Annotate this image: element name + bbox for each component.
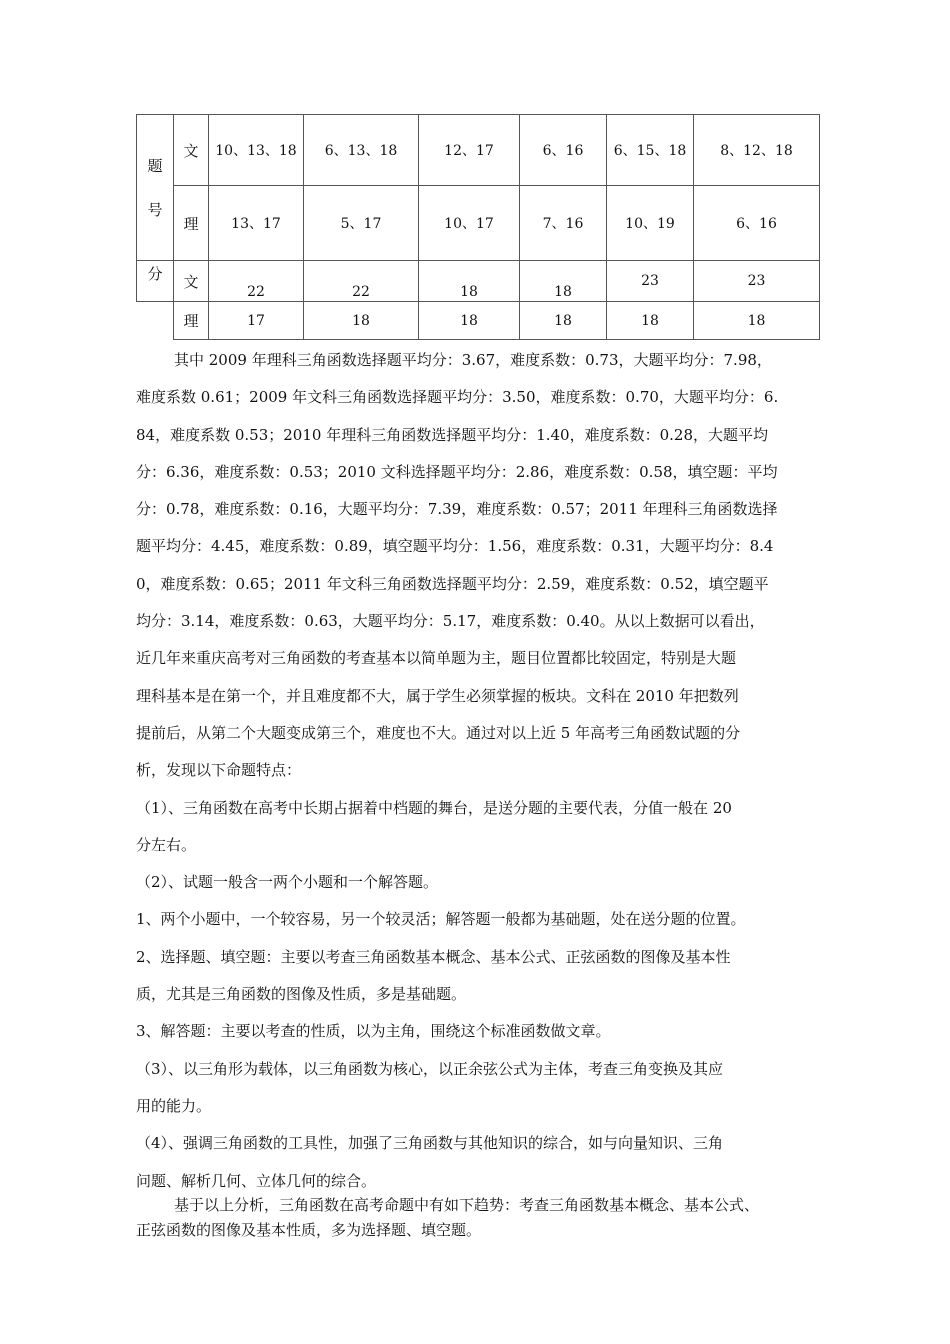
score-header: 分 (137, 261, 174, 302)
text-line: 均分：3.14，难度系数：0.63，大题平均分：5.17，难度系数：0.40。从以上数据可以看出， (136, 612, 765, 631)
question-number-header: 题 号 (137, 115, 174, 261)
table-cell: 6、13、18 (304, 115, 419, 186)
table-row (137, 115, 820, 186)
table-cell: 18 (419, 261, 520, 302)
analysis-text (136, 342, 824, 1200)
text-line: 析，发现以下命题特点： (136, 761, 302, 780)
text-line: 分左右。 (136, 835, 197, 854)
table-cell: 23 (607, 261, 694, 302)
table-cell: 10、17 (419, 186, 520, 261)
text-line: 质，尤其是三角函数的图像及性质，多是基础题。 (136, 985, 467, 1004)
table-cell: 17 (209, 302, 304, 340)
wen-label: 文 (174, 115, 209, 186)
text-line: 基于以上分析，三角函数在高考命题中有如下趋势：考查三角函数基本概念、基本公式、 (174, 1196, 760, 1214)
table-cell: 12、17 (419, 115, 520, 186)
table-cell: 18 (419, 302, 520, 340)
text-line: 理科基本是在第一个，并且难度都不大，属于学生必须掌握的板块。文科在 2010 年把数列 (136, 686, 739, 705)
table-cell: 10、19 (607, 186, 694, 261)
table-row (137, 186, 820, 261)
text-line: 分：6.36，难度系数：0.53；2010 文科选择题平均分：2.86，难度系数：0.58，填空题：平均 (136, 462, 778, 481)
wen-label: 文 (174, 261, 209, 302)
text-line: （2）、试题一般含一两个小题和一个解答题。 (136, 873, 439, 892)
table-cell: 10、13、18 (209, 115, 304, 186)
exam-question-table (136, 114, 820, 340)
text-line: 分：0.78，难度系数：0.16，大题平均分：7.39，难度系数：0.57；2011 年理科三角函数选择 (136, 500, 778, 519)
text-line: 用的能力。 (136, 1096, 212, 1115)
table-cell: 7、16 (520, 186, 607, 261)
table-cell: 6、15、18 (607, 115, 694, 186)
table-row (137, 261, 820, 302)
empty-cell (137, 302, 174, 340)
text-line: 0，难度系数：0.65；2011 年文科三角函数选择题平均分：2.59，难度系数：0.52，填空题平 (136, 574, 769, 593)
table-row (137, 302, 820, 340)
text-line: 提前后，从第二个大题变成第三个，难度也不大。通过对以上近 5 年高考三角函数试题的分 (136, 723, 741, 742)
conclusion-paragraph (136, 1193, 828, 1243)
li-label: 理 (174, 186, 209, 261)
table-cell: 8、12、18 (694, 115, 820, 186)
text-line: 难度系数 0.61；2009 年文科三角函数选择题平均分：3.50，难度系数：0.70，大题平均分：6. (136, 388, 779, 407)
li-label: 理 (174, 302, 209, 340)
table-cell: 18 (694, 302, 820, 340)
table-cell: 6、16 (520, 115, 607, 186)
text-line: （3）、以三角形为载体，以三角函数为核心，以正余弦公式为主体，考查三角变换及其应 (136, 1059, 724, 1078)
text-line: （4）、强调三角函数的工具性，加强了三角函数与其他知识的综合，如与向量知识、三角 (136, 1134, 724, 1153)
table-cell: 22 (304, 261, 419, 302)
table-cell: 6、16 (694, 186, 820, 261)
table-cell: 18 (520, 302, 607, 340)
table-cell: 18 (607, 302, 694, 340)
text-line: 题平均分：4.45，难度系数：0.89，填空题平均分：1.56，难度系数：0.31，大题平均分：8.4 (136, 537, 774, 556)
text-line: 2、选择题、填空题：主要以考查三角函数基本概念、基本公式、正弦函数的图像及基本性 (136, 947, 731, 966)
text-line: （1）、三角函数在高考中长期占据着中档题的舞台，是送分题的主要代表，分值一般在 20 (136, 798, 732, 817)
text-line: 84，难度系数 0.53；2010 年理科三角函数选择题平均分：1.40，难度系数：0.28，大题平均 (136, 425, 768, 444)
table-cell: 18 (520, 261, 607, 302)
text-line: 问题、解析几何、立体几何的综合。 (136, 1171, 377, 1190)
table-cell: 23 (694, 261, 820, 302)
table-cell: 13、17 (209, 186, 304, 261)
table-cell: 22 (209, 261, 304, 302)
text-line: 其中 2009 年理科三角函数选择题平均分：3.67，难度系数：0.73，大题平均分：7.98， (174, 351, 772, 369)
table-cell: 18 (304, 302, 419, 340)
text-line: 1、两个小题中，一个较容易，另一个较灵活；解答题一般都为基础题，处在送分题的位置。 (136, 910, 746, 929)
text-line: 正弦函数的图像及基本性质，多为选择题、填空题。 (136, 1221, 482, 1239)
text-line: 3、解答题：主要以考查的性质，以为主角，围绕这个标准函数做文章。 (136, 1022, 611, 1041)
table-cell: 5、17 (304, 186, 419, 261)
text-line: 近几年来重庆高考对三角函数的考查基本以简单题为主，题目位置都比较固定，特别是大题 (136, 649, 737, 668)
